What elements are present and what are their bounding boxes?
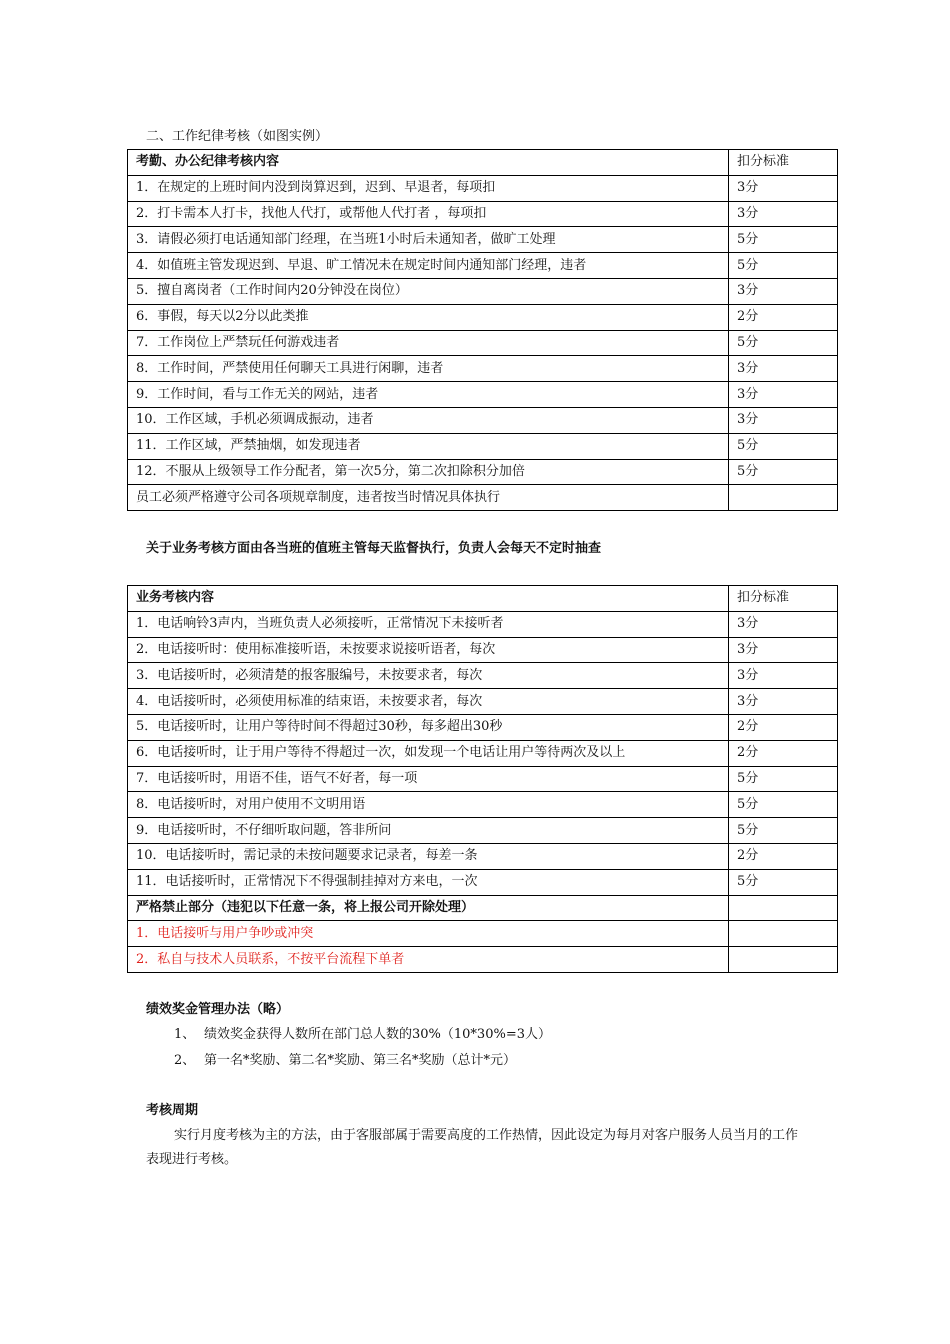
prohibited-header-cell: 严格禁止部分（违犯以下任意一条，将上报公司开除处理） xyxy=(128,895,729,921)
business-table xyxy=(127,585,838,973)
table-row: 10．工作区域，手机必须调成振动，违者 3分 xyxy=(128,407,838,433)
header-content-cell: 考勤、办公纪律考核内容 xyxy=(128,150,729,176)
table-row: 2．打卡需本人打卡，找他人代打，或帮他人代打者 ，每项扣 3分 xyxy=(128,201,838,227)
header-score-cell: 扣分标准 xyxy=(729,150,838,176)
table-header-row xyxy=(128,150,838,176)
table-row: 5．擅自离岗者（工作时间内20分钟没在岗位） 3分 xyxy=(128,278,838,304)
bonus-title: 绩效奖金管理办法（略） xyxy=(146,1002,290,1017)
table-row: 3．请假必须打电话通知部门经理，在当班1小时后未通知者，做旷工处理 5分 xyxy=(128,227,838,253)
table-row: 2．电话接听时：使用标准接听语，未按要求说接听语者，每次 3分 xyxy=(128,637,838,663)
table-row: 6．事假，每天以2分以此类推 2分 xyxy=(128,304,838,330)
table-row: 7．工作岗位上严禁玩任何游戏违者 5分 xyxy=(128,330,838,356)
table-row: 11．工作区域，严禁抽烟，如发现违者 5分 xyxy=(128,433,838,459)
table-row: 8．电话接听时，对用户使用不文明用语 5分 xyxy=(128,792,838,818)
table-header-row xyxy=(128,586,838,612)
list-item: 1、 绩效奖金获得人数所在部门总人数的30%（10*30%=3人） xyxy=(174,1027,551,1042)
discipline-table xyxy=(127,149,838,511)
table-row: 11．电话接听时，正常情况下不得强制挂掉对方来电，一次 5分 xyxy=(128,869,838,895)
section-title-discipline: 二、工作纪律考核（如图实例） xyxy=(146,129,329,144)
list-item: 2、 第一名*奖励、第二名*奖励、第三名*奖励（总计*元） xyxy=(174,1053,517,1068)
table-row: 12．不服从上级领导工作分配者，第一次5分，第二次扣除积分加倍 5分 xyxy=(128,459,838,485)
supervision-note: 关于业务考核方面由各当班的值班主管每天监督执行，负责人会每天不定时抽查 xyxy=(146,541,602,556)
header-content-cell: 业务考核内容 xyxy=(128,586,729,612)
table-row: 4．如值班主管发现迟到、早退、旷工情况未在规定时间内通知部门经理，违者 5分 xyxy=(128,253,838,279)
table-row: 1．电话响铃3声内，当班负责人必须接听，正常情况下未接听者 3分 xyxy=(128,611,838,637)
cycle-paragraph: 实行月度考核为主的方法，由于客服部属于需要高度的工作热情，因此设定为每月对客户服务人员当月的工作表现进行考核。 xyxy=(146,1128,799,1167)
table-row: 9．电话接听时，不仔细听取问题，答非所问 5分 xyxy=(128,818,838,844)
prohibited-row: 2．私自与技术人员联系，不按平台流程下单者 xyxy=(128,947,838,973)
table-row: 10．电话接听时，需记录的未按问题要求记录者，每差一条 2分 xyxy=(128,843,838,869)
table-row: 6．电话接听时，让于用户等待不得超过一次，如发现一个电话让用户等待两次及以上 2分 xyxy=(128,740,838,766)
table-row: 4．电话接听时，必须使用标准的结束语，未按要求者，每次 3分 xyxy=(128,689,838,715)
table-row: 3．电话接听时，必须清楚的报客服编号，未按要求者，每次 3分 xyxy=(128,663,838,689)
table-row: 9．工作时间，看与工作无关的网站，违者 3分 xyxy=(128,382,838,408)
prohibited-header-row xyxy=(128,895,838,921)
table-row: 8．工作时间，严禁使用任何聊天工具进行闲聊，违者 3分 xyxy=(128,356,838,382)
table-row: 5．电话接听时，让用户等待时间不得超过30秒，每多超出30秒 2分 xyxy=(128,714,838,740)
table-row: 员工必须严格遵守公司各项规章制度，违者按当时情况具体执行 xyxy=(128,485,838,511)
header-score-cell: 扣分标准 xyxy=(729,586,838,612)
table-row: 7．电话接听时，用语不佳，语气不好者，每一项 5分 xyxy=(128,766,838,792)
cycle-title: 考核周期 xyxy=(146,1103,199,1118)
table-row: 1．在规定的上班时间内没到岗算迟到，迟到、早退者，每项扣 3分 xyxy=(128,175,838,201)
prohibited-row: 1．电话接听与用户争吵或冲突 xyxy=(128,921,838,947)
